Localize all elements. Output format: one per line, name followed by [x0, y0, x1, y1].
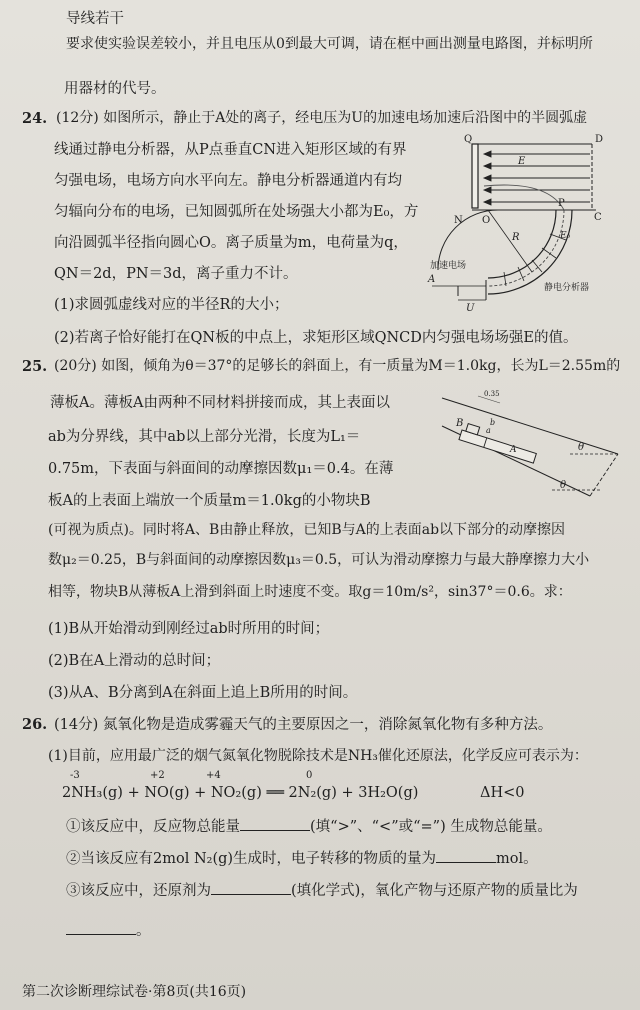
ox-mark-3: +4: [206, 770, 221, 781]
label-o: O: [482, 215, 491, 226]
page-footer: 第二次诊断理综试卷·第8页(共16页): [22, 984, 247, 1000]
q26-sub-2: [66, 848, 538, 868]
answer-blank-3[interactable]: [211, 880, 291, 895]
q26-sub-1: [66, 816, 552, 836]
label-analyzer: 静电分析器: [544, 283, 590, 293]
label-e0: E₀: [560, 231, 571, 241]
label-a-board: A: [510, 445, 517, 455]
q26-line-1: (14分) 氮氧化物是造成雾霾天气的主要原因之一，消除氮氧化物有多种方法。: [54, 717, 553, 733]
q26-number: 26.: [22, 716, 48, 733]
top-line-1: 导线若干: [66, 11, 124, 27]
q25-line-4: 0.75m，下表面与斜面间的动摩擦因数μ₁＝0.4。在薄: [48, 461, 394, 477]
label-e: E: [518, 156, 526, 167]
answer-blank-4[interactable]: [66, 920, 136, 935]
q25-figure: [440, 392, 622, 502]
q26-sub-3-b: (填化学式)，氧化产物与还原产物的质量比为: [291, 883, 578, 899]
q26-line-2: (1)目前，应用最广泛的烟气氮氧化物脱除技术是NH₃催化还原法，化学反应可表示为：: [48, 748, 588, 764]
q25-sub-2: (2)B在A上滑动的总时间；: [48, 653, 221, 669]
q26-sub-2-b: mol。: [496, 851, 538, 867]
analyzer-outer-arc: [488, 210, 572, 294]
q26-delta-h: ΔH<0: [480, 785, 525, 801]
q26-sub-3: [66, 880, 578, 900]
q26-sub-1-b: (填“>”、“<”或“=”) 生成物总能量。: [310, 819, 552, 835]
label-b-block: B: [456, 418, 464, 429]
q25-sub-3: (3)从A、B分离到A在斜面上追上B所用的时间。: [48, 685, 358, 701]
q24-line-1: (12分) 如图所示，静止于A处的离子，经电压为U的加速电场加速后沿图中的半圆弧虚: [56, 110, 588, 126]
q24-sub-2: (2)若离子恰好能打在QN板的中点上，求矩形区域QNCD内匀强电场场强E的值。: [54, 330, 578, 346]
q24-line-3: 匀强电场，电场方向水平向左。静电分析器通道内有均: [54, 173, 402, 189]
label-dim: 0.35: [484, 390, 500, 398]
q25-line-7: 数μ₂＝0.25，B与斜面间的动摩擦因数μ₃＝0.5，可认为滑动摩擦力与最大静摩擦力大小: [48, 552, 590, 568]
ox-mark-1: -3: [70, 770, 80, 781]
label-theta-1: θ: [578, 442, 585, 453]
label-theta-2: θ: [560, 480, 567, 491]
q24-sub-1: (1)求圆弧虚线对应的半径R的大小；: [54, 297, 289, 313]
ox-mark-2: +2: [150, 770, 165, 781]
q25-line-5: 板A的上表面上端放一个质量m＝1.0kg的小物块B: [48, 493, 371, 509]
q26-sub-3-period: 。: [136, 923, 151, 939]
q24-line-5: 向沿圆弧半径指向圆心O。离子质量为m，电荷量为q，: [54, 235, 408, 251]
answer-blank-1[interactable]: [240, 816, 310, 831]
q26-sub-3-end: [66, 920, 151, 940]
top-line-3: 用器材的代号。: [64, 81, 166, 97]
q25-sub-1: (1)B从开始滑动到刚经过ab时所用的时间；: [48, 621, 330, 637]
label-q: Q: [464, 134, 473, 145]
ion-trajectory: [484, 185, 564, 210]
label-u: U: [466, 303, 475, 314]
q26-sub-1-a: ①该反应中，反应物总能量: [66, 819, 240, 835]
q25-number: 25.: [22, 358, 48, 375]
arc-path: [488, 210, 564, 286]
label-n: N: [454, 215, 463, 226]
label-c: C: [594, 212, 602, 223]
board-a: [459, 422, 539, 463]
q25-line-1: (20分) 如图，倾角为θ＝37°的足够长的斜面上，有一质量为M＝1.0kg，长为L＝2.55m的: [54, 358, 621, 374]
label-r: R: [512, 232, 520, 243]
ox-mark-4: 0: [306, 770, 313, 781]
plate-qn: [472, 144, 478, 208]
q26-equation: 2NH₃(g) + NO(g) + NO₂(g) ══ 2N₂(g) + 3H₂O(g): [62, 785, 419, 801]
answer-blank-2[interactable]: [436, 848, 496, 863]
q25-line-3: ab为分界线，其中ab以上部分光滑，长度为L₁＝: [48, 429, 361, 445]
analyzer-inner-wall: [488, 210, 556, 278]
q24-figure: [428, 130, 620, 314]
q25-line-6: (可视为质点)。同时将A、B由静止释放，已知B与A的上表面ab以下部分的动摩擦因: [48, 522, 566, 538]
q24-line-2: 线通过静电分析器，从P点垂直CN进入矩形区域的有界: [54, 142, 407, 158]
label-d: D: [595, 134, 604, 145]
q24-line-6: QN＝2d，PN＝3d，离子重力不计。: [54, 266, 298, 282]
q25-line-2: 薄板A。薄板A由两种不同材料拼接而成，其上表面以: [50, 395, 390, 411]
q24-number: 24.: [22, 110, 48, 127]
radius-line: [488, 210, 532, 272]
q24-line-4: 匀辐向分布的电场，已知圆弧所在处场强大小都为E₀，方: [54, 204, 419, 220]
label-accel: 加速电场: [430, 261, 467, 271]
label-b-point: b: [490, 418, 496, 427]
q25-line-8: 相等，物块B从薄板A上滑到斜面上时速度不变。取g＝10m/s²，sin37°＝0.6。求：: [48, 584, 572, 600]
label-p: P: [558, 198, 565, 209]
label-a: A: [428, 274, 436, 285]
label-a-point: a: [486, 426, 491, 435]
field-lines: [484, 151, 590, 205]
top-line-2: 要求使实验误差较小，并且电压从0到最大可调，请在框中画出测量电路图，并标明所: [66, 36, 593, 52]
q26-sub-2-a: ②当该反应有2mol N₂(g)生成时，电子转移的物质的量为: [66, 851, 437, 867]
q26-sub-3-a: ③该反应中，还原剂为: [66, 883, 211, 899]
